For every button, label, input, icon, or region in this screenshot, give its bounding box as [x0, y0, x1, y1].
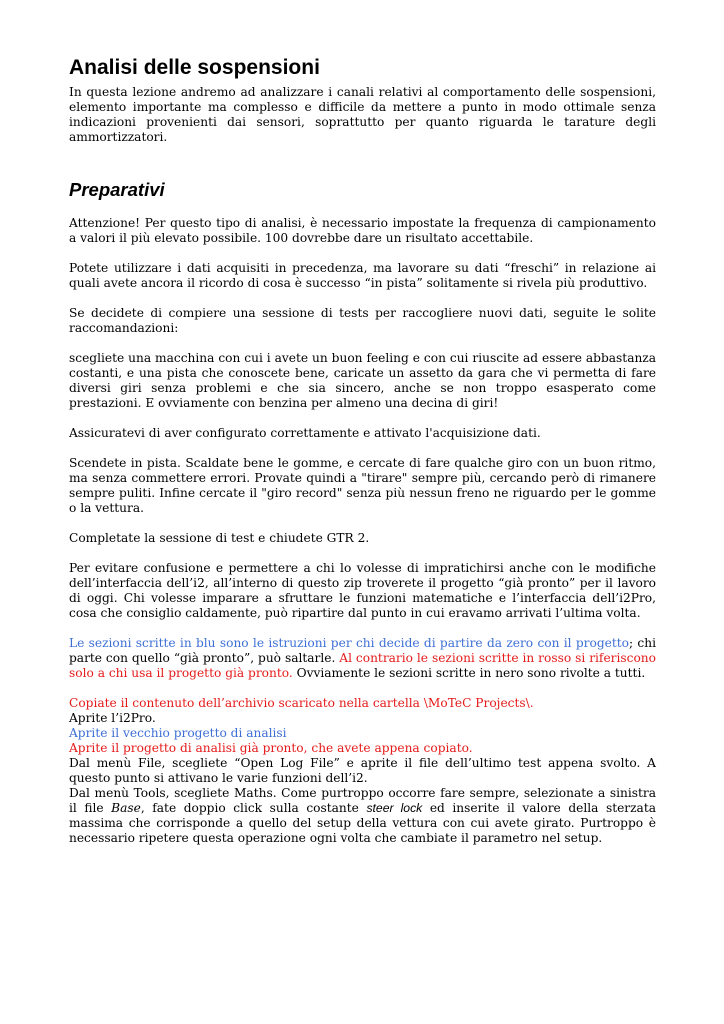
step-open-log: Dal menù File, scegliete “Open Log File” e aprite il file dell’ultimo test appena svolto. A questo punto si attivano le varie funzioni dell’i2.: [69, 756, 656, 785]
legend-after-blue: ; chi parte con quello “già pronto”, può saltarle.: [69, 636, 656, 665]
paragraph-attenzione: Attenzione! Per questo tipo di analisi, è necessario impostate la frequenza di campionamento a valori il più elevato possibile. 100 dovrebbe dare un risultato accettabile.: [69, 216, 656, 245]
step-maths-part-a: Dal menù Tools, scegliete Maths. Come purtroppo occorre fare sempre, selezionate a sinistra il file: [69, 786, 656, 815]
paragraph-macchina: scegliete una macchina con cui i avete un buon feeling e con cui riuscite ad essere abbastanza costanti, e una pista che conoscete bene, caricate un assetto da gara che vi permetta di fare diversi giri senza problemi e che sia sincero, anche se non troppo esasperato come prestazioni. E ovviamente con benzina per almeno una decina di giri!: [69, 351, 656, 410]
paragraph-sessione: Se decidete di compiere una sessione di tests per raccogliere nuovi dati, seguite le solite raccomandazioni:: [69, 306, 656, 335]
document-page: [69, 56, 656, 846]
legend-red-text: Al contrario le sezioni scritte in rosso si riferiscono solo a chi usa il progetto già pronto.: [69, 651, 656, 680]
step-maths: [69, 786, 656, 846]
legend-after-red: Ovviamente le sezioni scritte in nero sono rivolte a tutti.: [292, 666, 646, 680]
step-ready-project: Aprite il progetto di analisi già pronto, che avete appena copiato.: [69, 741, 473, 755]
page-title: Analisi delle sospensioni: [69, 56, 320, 79]
paragraph-dati: Potete utilizzare i dati acquisiti in precedenza, ma lavorare su dati “freschi” in relazione ai quali avete ancora il ricordo di cosa è successo “in pista” solitamente si rivela più produttivo.: [69, 261, 656, 290]
paragraph-acquisizione: Assicuratevi di aver configurato correttamente e attivato l'acquisizione dati.: [69, 426, 541, 440]
paragraph-confusione: Per evitare confusione e permettere a chi lo volesse di impratichirsi anche con le modifiche dell’interfaccia dell’i2, all’interno di questo zip troverete il progetto “già pronto” per il lavoro di oggi. Chi volesse imparare a sfruttare le funzioni matematiche e l’interfaccia dell’i2Pro, cosa che consiglio caldamente, può ripartire dal punto in cui eravamo arrivati l’ultima volta.: [69, 561, 656, 620]
paragraph-pista: Scendete in pista. Scaldate bene le gomme, e cercate di fare qualche giro con un buon ritmo, ma senza commettere errori. Provate quindi a "tirare" sempre più, cercando però di rimanere sempre puliti. Infine cercate il "giro record" senza più nessun freno ne riguardo per le gomme o la vettura.: [69, 456, 656, 515]
step-maths-part-c: ed inserite il valore della sterzata massima che corrisponde a quello del setup della vettura con cui avete girato. Purtroppo è necessario ripetere questa operazione ogni volta che cambiate il parametro nel setup.: [69, 801, 656, 845]
step-old-project: Aprite il vecchio progetto di analisi: [69, 726, 287, 740]
step-maths-part-b: , fate doppio click sulla costante: [140, 801, 367, 815]
color-legend-paragraph: [69, 636, 656, 681]
step-maths-base: Base: [111, 801, 141, 815]
step-maths-steer-lock: steer lock: [366, 801, 423, 815]
paragraph-completate: Completate la sessione di test e chiudete GTR 2.: [69, 531, 370, 545]
step-open-i2: Aprite l’i2Pro.: [69, 711, 156, 725]
section-heading: Preparativi: [69, 179, 165, 200]
step-copy: Copiate il contenuto dell’archivio scaricato nella cartella \MoTeC Projects\.: [69, 696, 534, 710]
legend-blue-text: Le sezioni scritte in blu sono le istruzioni per chi decide di partire da zero con il progetto: [69, 636, 629, 650]
intro-paragraph: In questa lezione andremo ad analizzare i canali relativi al comportamento delle sospensioni, elemento importante ma complesso e difficile da mettere a punto in modo ottimale senza indicazioni provenienti dai sensori, soprattutto per quanto riguarda le tarature degli ammortizzatori.: [69, 85, 656, 144]
